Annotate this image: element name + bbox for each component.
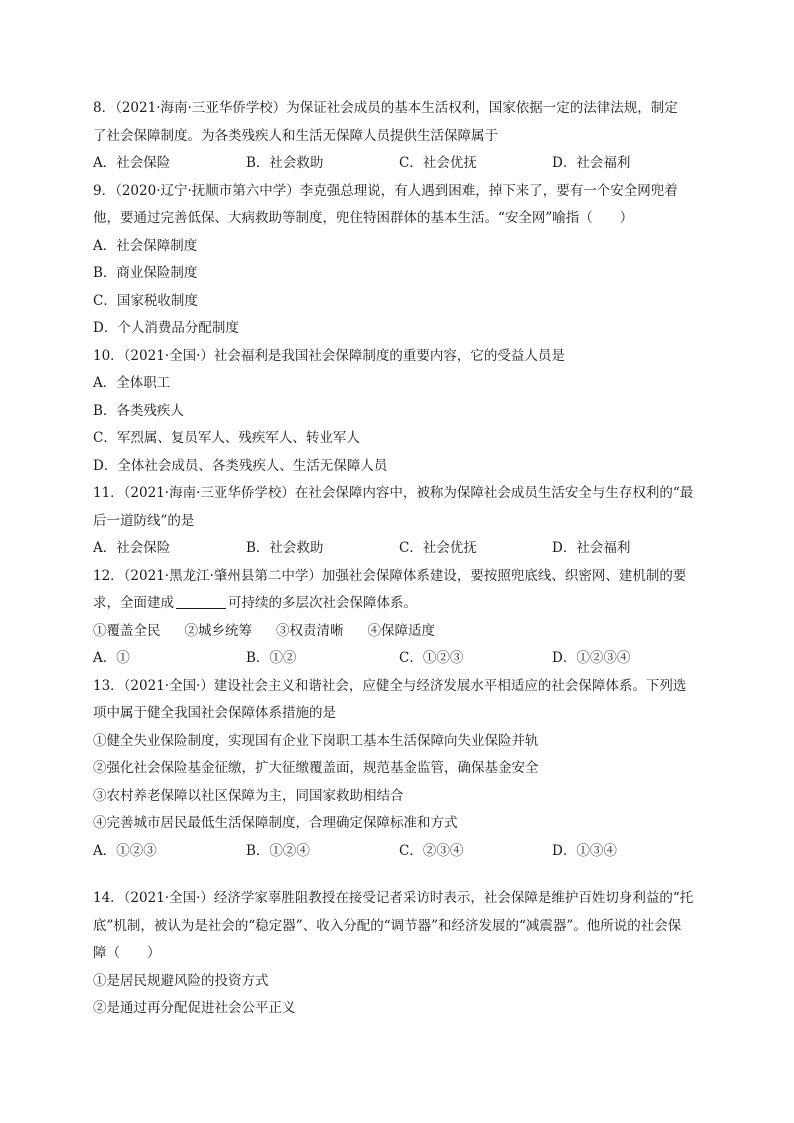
subitem-1: ①覆盖全民 [93, 622, 161, 639]
question-10 [93, 343, 705, 481]
option-d: D．①③④ [552, 842, 617, 859]
option-d: D．社会福利 [552, 540, 631, 556]
spacer [93, 865, 705, 885]
question-13-options [93, 838, 705, 866]
option-c: C．①②③ [399, 650, 464, 666]
question-9-stem-line-1: 9．（2020·辽宁·抚顺市第六中学）李克强总理说，有人遇到困难，掉下来了，要有一个安全网兜着 [93, 182, 678, 199]
question-11 [93, 480, 705, 563]
option-d: D．①②③④ [552, 650, 631, 666]
question-8-stem-line-1: 8．（2021·海南·三亚华侨学校）为保证社会成员的基本生活权利，国家依据一定的法律法规，制定 [93, 100, 678, 116]
question-12-subitems [93, 618, 705, 646]
fill-in-blank [176, 594, 226, 609]
option-a: A．① [93, 650, 130, 666]
option-a: A．①②③ [93, 842, 157, 859]
question-12-options [93, 645, 705, 673]
option-b: B．社会救助 [246, 540, 324, 556]
subitem-4: ④保障适度 [367, 622, 435, 639]
question-14-stem-line-2: 底”机制，被认为是社会的“稳定器”、收入分配的“调节器”和经济发展的“减震器”。他所说的社会保 [93, 917, 682, 934]
question-8-stem-line-2: 了社会保障制度。为各类残疾人和生活无保障人员提供生活保障属于 [93, 127, 498, 144]
question-14-stem-line-3: 障（ ） [93, 945, 161, 961]
option-d: D．全体社会成员、各类残疾人、生活无保障人员 [93, 457, 388, 474]
subitem-1: ①健全失业保险制度，实现国有企业下岗职工基本生活保障向失业保险并轨 [93, 732, 539, 749]
option-b: B．各类残疾人 [93, 402, 184, 419]
option-a: A．社会保险 [93, 155, 171, 171]
option-c: C．社会优抚 [399, 540, 477, 556]
option-a: A．社会保障制度 [93, 237, 198, 254]
question-12 [93, 563, 705, 673]
subitem-1: ①是居民规避风险的投资方式 [93, 972, 269, 989]
option-b: B．①② [246, 650, 297, 666]
option-c: C．社会优抚 [399, 155, 477, 171]
question-14 [93, 885, 705, 1023]
question-9 [93, 178, 705, 343]
question-8 [93, 95, 705, 178]
question-14-stem-line-1: 14．（2021·全国·）经济学家辜胜阻教授在接受记者采访时表示，社会保障是维护百姓切身利益的“托 [93, 890, 694, 906]
subitem-4: ④完善城市居民最低生活保障制度，合理确定保障标准和方式 [93, 815, 458, 831]
question-8-options [93, 150, 705, 178]
subitem-2: ②是通过再分配促进社会公平正义 [93, 1000, 296, 1016]
question-11-stem-line-1: 11．（2021·海南·三亚华侨学校）在社会保障内容中，被称为保障社会成员生活安全与生存权利的“最 [93, 485, 694, 501]
option-d: D．个人消费品分配制度 [93, 320, 239, 336]
subitem-2: ②强化社会保险基金征缴，扩大征缴覆盖面，规范基金监管，确保基金安全 [93, 760, 539, 776]
option-b: B．社会救助 [246, 155, 324, 171]
subitem-3: ③农村养老保障以社区保障为主，同国家救助相结合 [93, 787, 404, 804]
question-13-stem-line-1: 13．（2021·全国·）建设社会主义和谐社会，应健全与经济发展水平相适应的社会保障体系。下列选 [93, 677, 687, 694]
question-11-stem-line-2: 后一道防线”的是 [93, 512, 195, 529]
option-d: D．社会福利 [552, 155, 631, 171]
question-9-stem-line-2: 他，要通过完善低保、大病救助等制度，兜住特困群体的基本生活。“安全网”喻指（ ） [93, 210, 634, 226]
question-10-stem-line-1: 10．（2021·全国·）社会福利是我国社会保障制度的重要内容，它的受益人员是 [93, 347, 565, 364]
option-b: B．①②④ [246, 842, 310, 859]
option-c: C．国家税收制度 [93, 292, 198, 309]
stem-text-after-blank: 可持续的多层次社会保障体系。 [228, 595, 417, 611]
option-a: A．全体职工 [93, 375, 171, 391]
question-11-options [93, 535, 705, 563]
question-12-stem-line-2 [93, 590, 705, 618]
option-a: A．社会保险 [93, 540, 171, 556]
stem-text-before-blank: 求，全面建成 [93, 595, 174, 611]
question-list [93, 95, 705, 1023]
question-12-stem-line-1: 12．（2021·黑龙江·肇州县第二中学）加强社会保障体系建设，要按照兜底线、织密网、建机制的要 [93, 567, 687, 584]
question-13 [93, 673, 705, 866]
option-b: B．商业保险制度 [93, 265, 198, 281]
option-c: C．②③④ [399, 842, 464, 859]
question-13-stem-line-2: 项中属于健全我国社会保障体系措施的是 [93, 705, 336, 721]
subitem-2: ②城乡统筹 [184, 622, 252, 639]
subitem-3: ③权责清晰 [276, 622, 344, 639]
option-c: C．军烈属、复员军人、残疾军人、转业军人 [93, 430, 360, 446]
